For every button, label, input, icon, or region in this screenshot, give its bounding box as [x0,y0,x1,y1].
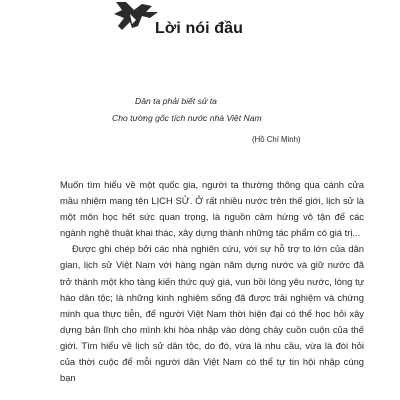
paragraph: Được ghi chép bởi các nhà nghiên cứu, với sự hỗ trợ to lớn của dân gian, lịch sử Việt Nam với hàng ngàn năm dựng nước và giữ nước đã trở thành một kho tàng kiến thức quý giá, vun bồi lòng yêu nước, lòng tự hào dân tộc; là những kinh nghiệm sống đã được trải nghiệm và chứng minh qua thực tiễn, để người Việt Nam thời hiện đại có thể học hỏi xây dựng bản lĩnh cho mình khi hòa nhập vào dòng chảy cuồn cuộn của thế giới. Tìm hiểu về lịch sử dân tộc, do đó, vừa là nhu cầu, vừa là đòi hỏi của thời cuộc để mỗi người dân Việt Nam có thể tự tin hội nhập cùng bạn [60,243,364,384]
epigraph-line: Cho tường gốc tích nước nhà Việt Nam [112,113,262,123]
epigraph-line: Dân ta phải biết sử ta [135,96,217,106]
paragraph: Muốn tìm hiểu về một quốc gia, người ta thường thông qua cánh cửa mầu nhiệm mang tên LỊCH SỬ. Ở rất nhiều nước trên thế giới, lịch sử là một môn học hết sức quan trọng, là nguồn cảm hứng vô tận để các ngành nghệ thuật khai thác, xây dựng thành những tác phẩm có giá trị... [60,179,364,239]
page-heading: Lời nói đầu [155,20,244,37]
epigraph-attribution: (Hồ Chí Minh) [252,135,301,144]
body-text [60,177,364,386]
